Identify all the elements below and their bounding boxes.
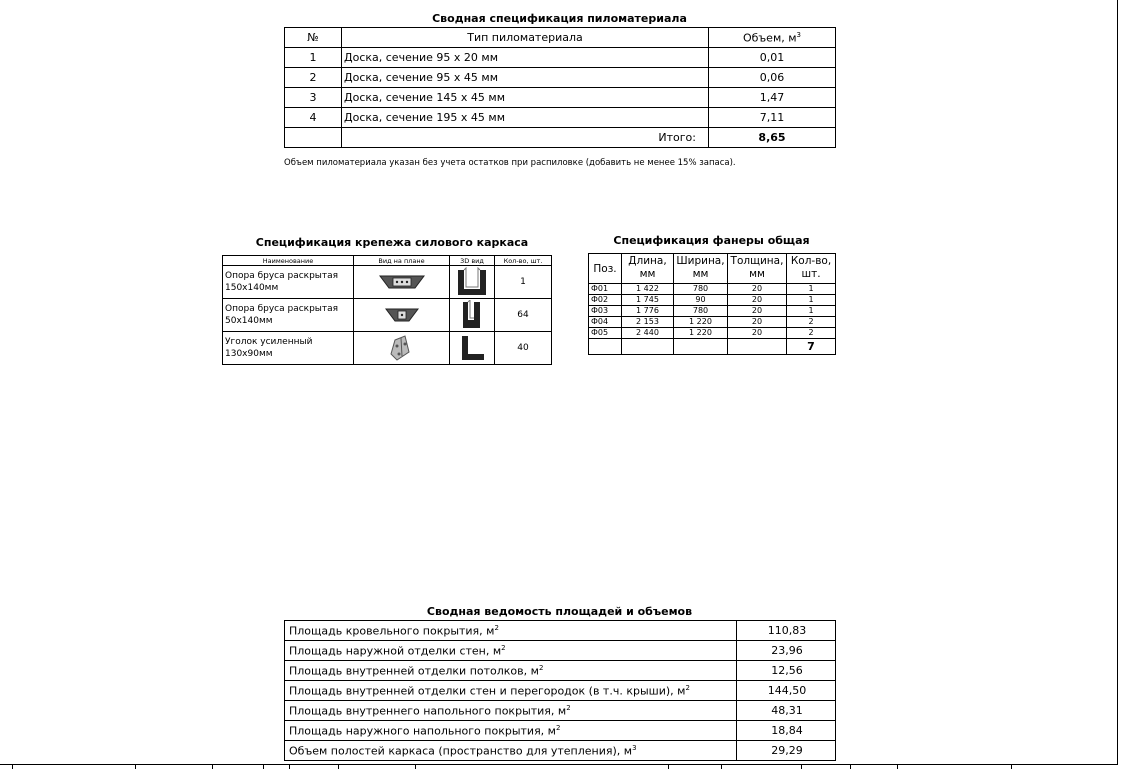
total-row — [285, 128, 836, 148]
fastener-qty: 1 — [495, 266, 552, 299]
row-pos: Ф04 — [589, 317, 622, 328]
area-label: Площадь внутренней отделки стен и перегородок (в т.ч. крыши), $м^2$ — [285, 681, 737, 701]
table-header-row — [285, 28, 836, 48]
table-row — [589, 295, 836, 306]
row-volume: 7,11 — [709, 108, 836, 128]
frame-right-border — [1117, 0, 1118, 764]
header-length: Длина, мм — [622, 254, 674, 284]
table-row — [285, 741, 836, 761]
row-volume: 1,47 — [709, 88, 836, 108]
fastener-name: Уголок усиленный 130х90мм — [223, 332, 354, 365]
total-empty-cell — [728, 339, 787, 355]
table-row — [285, 68, 836, 88]
row-length: 2 153 — [622, 317, 674, 328]
row-qty: 1 — [787, 284, 836, 295]
header-name: Наименование — [223, 256, 354, 266]
row-width: 780 — [674, 306, 728, 317]
row-width: 1 220 — [674, 328, 728, 339]
row-width: 780 — [674, 284, 728, 295]
reinforced-angle-3d-icon — [450, 332, 495, 365]
open-joist-hanger-plan-icon — [354, 266, 450, 299]
table-header-row — [589, 254, 836, 284]
area-label: Площадь наружного напольного покрытия, $м^2$ — [285, 721, 737, 741]
row-thickness: 20 — [728, 284, 787, 295]
header-qty: Кол-во, шт. — [787, 254, 836, 284]
row-thickness: 20 — [728, 306, 787, 317]
area-value: 18,84 — [737, 721, 836, 741]
table-row — [285, 88, 836, 108]
area-value: 48,31 — [737, 701, 836, 721]
row-num: 2 — [285, 68, 342, 88]
row-thickness: 20 — [728, 328, 787, 339]
total-empty-cell — [589, 339, 622, 355]
row-qty: 1 — [787, 295, 836, 306]
row-type: Доска, сечение 95 х 45 мм — [342, 68, 709, 88]
row-length: 1 422 — [622, 284, 674, 295]
fastener-name: Опора бруса раскрытая 150х140мм — [223, 266, 354, 299]
area-label: Объем полостей каркаса (пространство для утепления), $м^3$ — [285, 741, 737, 761]
row-volume: 0,01 — [709, 48, 836, 68]
table-row — [589, 284, 836, 295]
row-pos: Ф01 — [589, 284, 622, 295]
areas-summary-title: Сводная ведомость площадей и объемов — [426, 605, 693, 618]
total-empty-cell — [622, 339, 674, 355]
row-qty: 2 — [787, 328, 836, 339]
row-num: 3 — [285, 88, 342, 108]
frame-stamp-ticks — [0, 765, 1118, 769]
lumber-spec-title: Сводная спецификация пиломатериала — [432, 12, 687, 25]
row-pos: Ф02 — [589, 295, 622, 306]
lumber-note: Объем пиломатериала указан без учета остатков при распиловке (добавить не менее 15% запаса). — [284, 158, 736, 168]
fastener-qty: 40 — [495, 332, 552, 365]
plywood-spec-table — [588, 253, 836, 355]
row-length: 1 745 — [622, 295, 674, 306]
reinforced-angle-plan-icon — [354, 332, 450, 365]
row-type: Доска, сечение 195 х 45 мм — [342, 108, 709, 128]
narrow-joist-hanger-plan-icon — [354, 299, 450, 332]
table-row — [223, 332, 552, 365]
row-width: 1 220 — [674, 317, 728, 328]
table-row — [285, 641, 836, 661]
table-row — [285, 681, 836, 701]
row-type: Доска, сечение 145 х 45 мм — [342, 88, 709, 108]
row-type: Доска, сечение 95 х 20 мм — [342, 48, 709, 68]
row-volume: 0,06 — [709, 68, 836, 88]
table-row — [589, 317, 836, 328]
row-length: 1 776 — [622, 306, 674, 317]
row-width: 90 — [674, 295, 728, 306]
area-value: 12,56 — [737, 661, 836, 681]
row-num: 1 — [285, 48, 342, 68]
table-row — [223, 266, 552, 299]
row-pos: Ф03 — [589, 306, 622, 317]
table-row — [589, 306, 836, 317]
area-value: 23,96 — [737, 641, 836, 661]
table-header-row — [223, 256, 552, 266]
row-qty: 2 — [787, 317, 836, 328]
table-row — [223, 299, 552, 332]
header-qty: Кол-во, шт. — [495, 256, 552, 266]
lumber-spec-table — [284, 27, 836, 148]
area-value: 29,29 — [737, 741, 836, 761]
total-row — [589, 339, 836, 355]
total-empty-cell — [285, 128, 342, 148]
row-num: 4 — [285, 108, 342, 128]
total-value: 8,65 — [709, 128, 836, 148]
fasteners-spec-table — [222, 255, 552, 365]
table-row — [285, 48, 836, 68]
total-label: Итого: — [342, 128, 709, 148]
fasteners-spec-title: Спецификация крепежа силового каркаса — [255, 236, 529, 249]
fastener-name: Опора бруса раскрытая 50х140мм — [223, 299, 354, 332]
total-empty-cell — [674, 339, 728, 355]
row-thickness: 20 — [728, 295, 787, 306]
area-label: Площадь кровельного покрытия, $м^2$ — [285, 621, 737, 641]
area-label: Площадь наружной отделки стен, $м^2$ — [285, 641, 737, 661]
area-label: Площадь внутренней отделки потолков, $м^2$ — [285, 661, 737, 681]
row-pos: Ф05 — [589, 328, 622, 339]
header-plan: Вид на плане — [354, 256, 450, 266]
total-qty: 7 — [787, 339, 836, 355]
row-length: 2 440 — [622, 328, 674, 339]
header-thickness: Толщина, мм — [728, 254, 787, 284]
header-pos: Поз. — [589, 254, 622, 284]
plywood-spec-title: Спецификация фанеры общая — [613, 234, 810, 247]
table-row — [285, 661, 836, 681]
open-joist-hanger-3d-icon — [450, 266, 495, 299]
table-row — [285, 621, 836, 641]
row-thickness: 20 — [728, 317, 787, 328]
table-row — [589, 328, 836, 339]
header-type: Тип пиломатериала — [342, 28, 709, 48]
table-row — [285, 108, 836, 128]
header-volume: Объем, $м^3$ — [709, 28, 836, 48]
area-label: Площадь внутреннего напольного покрытия, $м^2$ — [285, 701, 737, 721]
areas-summary-table — [284, 620, 836, 761]
header-3d: 3D вид — [450, 256, 495, 266]
fastener-qty: 64 — [495, 299, 552, 332]
narrow-joist-hanger-3d-icon — [450, 299, 495, 332]
table-row — [285, 721, 836, 741]
header-num: № — [285, 28, 342, 48]
area-value: 144,50 — [737, 681, 836, 701]
area-value: 110,83 — [737, 621, 836, 641]
row-qty: 1 — [787, 306, 836, 317]
table-row — [285, 701, 836, 721]
header-width: Ширина, мм — [674, 254, 728, 284]
